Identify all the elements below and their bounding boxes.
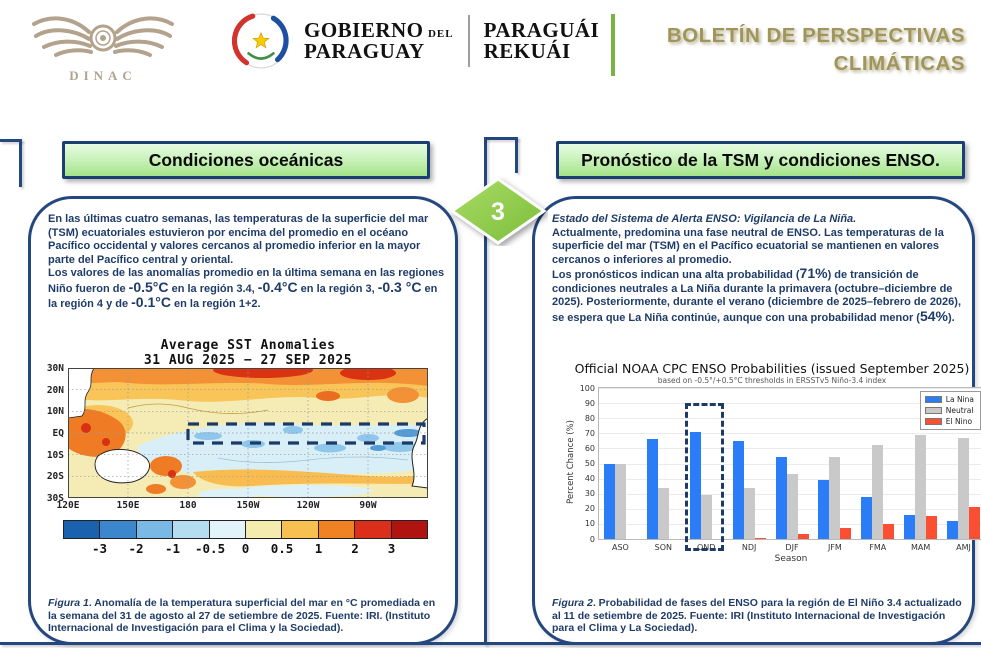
enso-plot [579,383,981,552]
colorbar-label: -0.5 [195,541,226,556]
bar-la-nina [818,480,829,539]
map-lat-label: 30N [46,363,64,374]
x-tick-label: MAM [911,543,931,552]
map-lat-axis [38,363,64,504]
y-tick-label: 50 [584,459,595,468]
text-segment: 54% [919,307,948,324]
colorbar-label: 1 [314,541,323,556]
gov-line3: PARAGUÁI [483,17,600,42]
bar-la-nina [733,441,744,539]
map-lat-label: EQ [52,428,64,439]
legend-item [925,416,974,427]
map-lon-axis [56,500,428,514]
text-segment: 71% [799,265,828,281]
left-section-title-label: Condiciones oceánicas [148,149,344,170]
bulletin-title-line2: CLIMÁTICAS [833,52,965,75]
gov-line4: REKUÁI [483,39,571,63]
colorbar-segment [136,521,172,538]
bar-neutral [958,438,969,539]
x-tick-label: SON [654,543,672,552]
legend-label: La Nina [945,395,974,404]
x-tick-label: ASO [612,543,629,552]
gov-divider [468,15,470,67]
map-lat-label: 10S [46,449,64,461]
legend-swatch [925,396,942,403]
chart-ylabel: Percent Chance (%) [566,420,576,504]
text-segment: -0.3 °C [377,278,422,295]
x-tick-label: AMJ [956,543,971,552]
x-tick-label: JFM [827,543,842,552]
bulletin-title-line1: BOLETÍN DE PERSPECTIVAS [666,24,965,47]
x-tick-label: FMA [869,543,887,552]
text-segment: . Probabilidad de fases del ENSO para la región de El Niño 3.4 actualizado al 11 de setiembre de 2025. Fuente: IRI (Instituto Internacional de Investigación para el Clima y La Sociedad). [552,597,962,634]
text-segment: Los valores de las anomalías promedio en la última semana en las regiones Niño fueron de [48,267,445,295]
right-section-title [556,141,965,179]
dinac-emblem-star [100,35,106,41]
map-lon-label: 120E [56,500,80,511]
legend-label: El Nino [945,417,973,426]
enso-paragraph-1: Actualmente, predomina una fase neutral de ENSO. Las temperaturas de la superficie del mar (TSM) en el Pacífico ecuatorial se mantienen en valores cercanos o inferiores al promedio. [552,226,944,266]
y-tick-label: 70 [584,428,595,438]
y-tick-label: 30 [584,489,595,499]
text-segment: ). [947,311,955,324]
y-tick-label: 10 [584,519,595,529]
y-tick-label: 90 [584,398,595,408]
bar-la-nina [947,521,958,539]
colorbar-segment [64,521,99,538]
paraguay-emblem-icon [232,12,290,70]
map-colorbar-labels [63,541,428,557]
ocean-paragraph-2 [48,267,446,312]
text-segment: Los pronósticos indican una alta probabilidad ( [552,269,800,281]
y-tick-label: 20 [584,504,595,514]
bar-la-nina [604,464,615,540]
figure1-caption [48,597,446,635]
legend-swatch [925,407,942,414]
colorbar-segment [281,521,317,538]
gov-line1-del: DEL [427,27,454,40]
map-title-line2: 31 AUG 2025 − 27 SEP 2025 [143,353,353,368]
gridline [599,388,981,389]
map-lon-label: 90W [359,500,377,511]
legend-item [925,405,974,416]
sst-anomaly-map [68,368,428,498]
bar-el-nino [755,538,766,540]
gov-line2: PARAGUAY [304,39,425,63]
right-section-title-label: Pronóstico de la TSM y condiciones ENSO. [581,149,940,170]
bar-la-nina [776,457,787,539]
chart-xlabel: Season [774,554,808,564]
text-segment: Figura 1 [48,597,89,609]
bar-el-nino [969,507,980,539]
gov-text-guarani [483,17,600,63]
bar-neutral [829,457,840,539]
bar-neutral [658,488,669,539]
text-segment: -0.1°C [131,294,171,310]
bar-el-nino [883,524,894,539]
text-segment: -0.5°C [128,278,169,295]
map-lat-label: 20N [46,384,64,396]
x-tick-label: OND [696,543,716,552]
colorbar-label: -2 [128,541,144,556]
map-lon-label: 150E [116,500,140,511]
legend-label: Neutral [945,406,974,415]
colorbar-segment [99,521,135,538]
chart-title: Official NOAA CPC ENSO Probabilities (issued September 2025) [574,361,970,376]
dinac-label: DINAC [69,68,137,83]
text-segment: en la región 1+2. [170,298,261,310]
bar-el-nino [840,528,851,539]
connector-top-horizontal [484,137,518,140]
map-lat-label: 10N [46,406,64,418]
left-section-title [62,141,430,179]
dinac-logo [28,6,178,90]
ocean-paragraph-1: En las últimas cuatro semanas, las temperaturas de la superficie del mar (TSM) ecuatoriales estuvieron por encima del promedio en el océano Pacífico occidental y valores cercanos al promedio inferior en la mayor parte del Pacífico central y oriental. [48,213,429,266]
y-tick-label: 100 [579,383,595,393]
step-diamond-badge [448,176,548,246]
colorbar-label: 0 [241,541,250,556]
figure2-caption [552,597,962,635]
map-lon-label: 120W [296,500,320,511]
text-segment: en la región 3.4, [168,282,258,295]
bar-el-nino [926,516,937,539]
colorbar-segment [318,521,354,538]
text-segment: en la región 3, [297,282,378,295]
bar-neutral [615,464,626,540]
colorbar-segment [354,521,390,538]
y-tick-label: 40 [584,474,595,484]
colorbar-segment [245,521,281,538]
chart-subtitle: based on -0.5°/+0.5°C thresholds in ERSSTv5 Niño-3.4 index [657,376,887,385]
bar-la-nina [904,515,915,539]
government-logo [232,12,599,70]
step-number: 3 [491,198,505,226]
legend-swatch [925,418,942,425]
map-colorbar [63,520,428,539]
y-tick-label: 0 [589,534,595,544]
enso-chart [560,361,981,593]
gov-text-spanish [304,17,454,63]
bulletin-title [610,22,965,78]
y-tick-label: 80 [584,413,595,423]
bar-la-nina [647,439,658,539]
text-segment: Figura 2 [552,597,593,609]
chart-legend [920,391,981,430]
map-lat-label: 20S [46,471,64,483]
ocean-conditions-text [48,213,446,312]
colorbar-segment [172,521,208,538]
connector-hook-vertical [515,137,518,173]
colorbar-label: 2 [351,541,359,556]
colorbar-label: -3 [91,541,108,556]
bar-neutral [915,435,926,539]
bar-el-nino [798,534,809,539]
bar-neutral [744,488,755,539]
map-lat-label: 30S [46,493,64,504]
colorbar-label: 0.5 [270,541,294,556]
text-segment: -0.4°C [257,278,298,295]
text-segment: . Anomalía de la temperatura superficial del mar en °C promediada en la semana del 31 de agosto al 27 de setiembre de 2025. Fuente: IRI. (Instituto Internacional de Investigación para el Clima y la Sociedad). [48,597,436,634]
legend-item [925,394,974,405]
colorbar-segment [209,521,245,538]
x-tick-label: DJF [785,543,799,552]
enso-forecast-text [552,213,962,325]
enso-paragraph-2 [552,267,962,325]
bar-neutral [787,474,798,539]
colorbar-label: 3 [387,541,396,556]
colorbar-label: -1 [164,541,181,556]
text-segment: en la región 4 y de [48,282,438,310]
y-tick-label: 60 [584,443,595,453]
map-lon-label: 150W [236,500,260,511]
prev-panel-edge-vertical [19,139,22,187]
colorbar-segment [391,521,427,538]
map-title-line1: Average SST Anomalies [160,338,336,353]
bar-neutral [872,445,883,539]
x-tick-label: NDJ [741,543,757,552]
map-lon-label: 180 [179,500,197,511]
bar-la-nina [861,497,872,539]
highlight-box [685,403,724,551]
gov-line1: GOBIERNO [304,17,424,42]
text-segment: ) de transición de condiciones neutrales a La Niña durante la primavera (octubre–diciembre de 2025). Posteriormente, durante el verano (diciembre de 2025–febrero de 2026), se espera que La Niña continúe, aunque con una probabilidad menor ( [552,269,962,324]
enso-alert-status: Estado del Sistema de Alerta ENSO: Vigilancia de La Niña. [552,213,857,225]
bottom-rule [0,642,981,645]
